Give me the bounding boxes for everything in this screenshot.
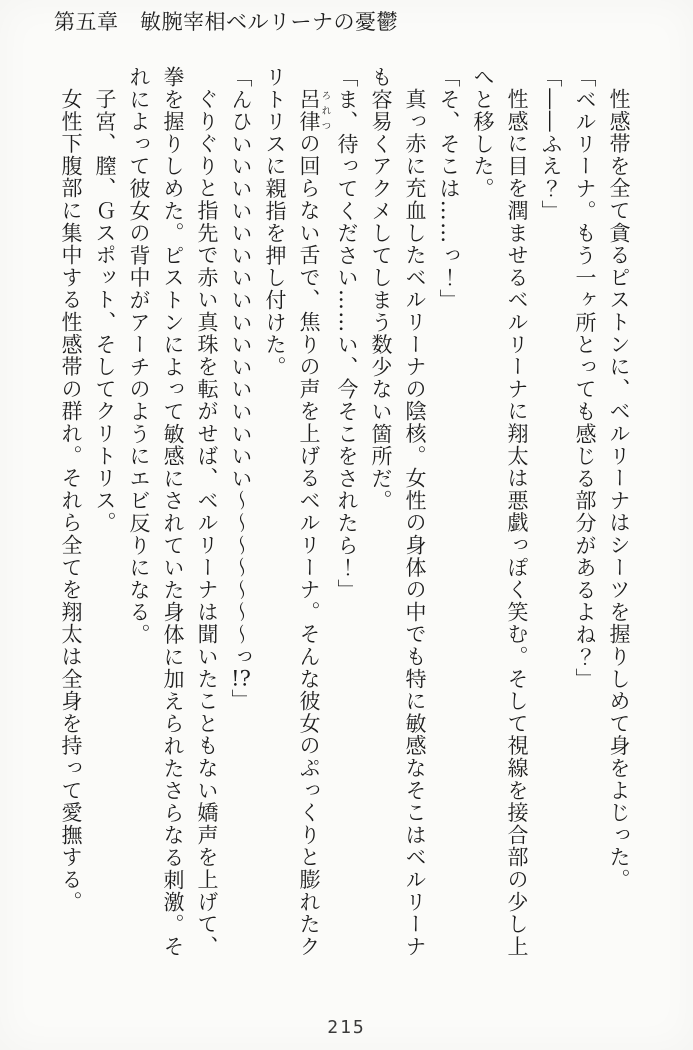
paragraph-11: 子宮、膣、Ｇスポット、そしてクリトリス。 [93, 88, 117, 535]
page-number: 215 [327, 1017, 366, 1038]
paragraph-9-start: 「んひいいいいいいいいいいいいいいいい～～～～～～～っ [229, 66, 253, 669]
paragraph-6: 真っ赤に充血したベルリーナの陰核。女性の身体の中でも特に敏感なそこはベルリーナも容易くアクメしてしまう数少ない箇所だ。 [369, 66, 427, 959]
paragraph-8-with-ruby [258, 66, 330, 962]
paragraph-9-dialogue [224, 66, 258, 962]
paragraph-9-end: 」 [229, 689, 253, 712]
paragraph-4: 性感に目を潤ませるベルリーナに翔太は悪戯っぽく笑む。そして視線を接合部の少し上へと移した。 [471, 66, 529, 959]
ruby-base: 呂律 [297, 88, 321, 134]
body-text [54, 66, 636, 962]
paragraph-12: 女性下腹部に集中する性感帯の群れ。それら全てを翔太は全身を持って愛撫する。 [59, 88, 83, 914]
tatechuyoko-exclamation: !? [231, 668, 251, 690]
paragraph-1: 性感帯を全て貪るピストンに、ベルリーナはシーツを握りしめて身をよじった。 [607, 88, 631, 892]
paragraph-3-dialogue: 「――ふえ？」 [539, 66, 563, 223]
paragraph-10: ぐりぐりと指先で赤い真珠を転がせば、ベルリーナは聞いたこともない嬌声を上げて、拳を握りしめた。ピストンによって敏感にされていた身体に加えられたさらなる刺激。それによって彼女の背中がアーチのようにエビ反りになる。 [127, 66, 219, 959]
paragraph-5-dialogue: 「そ、そこは……っ！」 [437, 66, 461, 312]
paragraph-2-dialogue: 「ベルリーナ。もう一ヶ所とっても感じる部分があるよね？」 [573, 66, 597, 691]
chapter-header: 第五章 敏腕宰相ベルリーナの憂鬱 [54, 10, 398, 34]
ruby-word [297, 88, 331, 134]
paragraph-7-dialogue: 「ま、待ってください……い、今そこをされたら！」 [335, 66, 359, 602]
ruby-furigana: ろれつ [319, 88, 331, 134]
paragraph-8-rest: の回らない舌で、焦りの声を上げるベルリーナ。そんな彼女のぷっくりと膨れたクリトリスに親指を押し付けた。 [263, 66, 321, 959]
